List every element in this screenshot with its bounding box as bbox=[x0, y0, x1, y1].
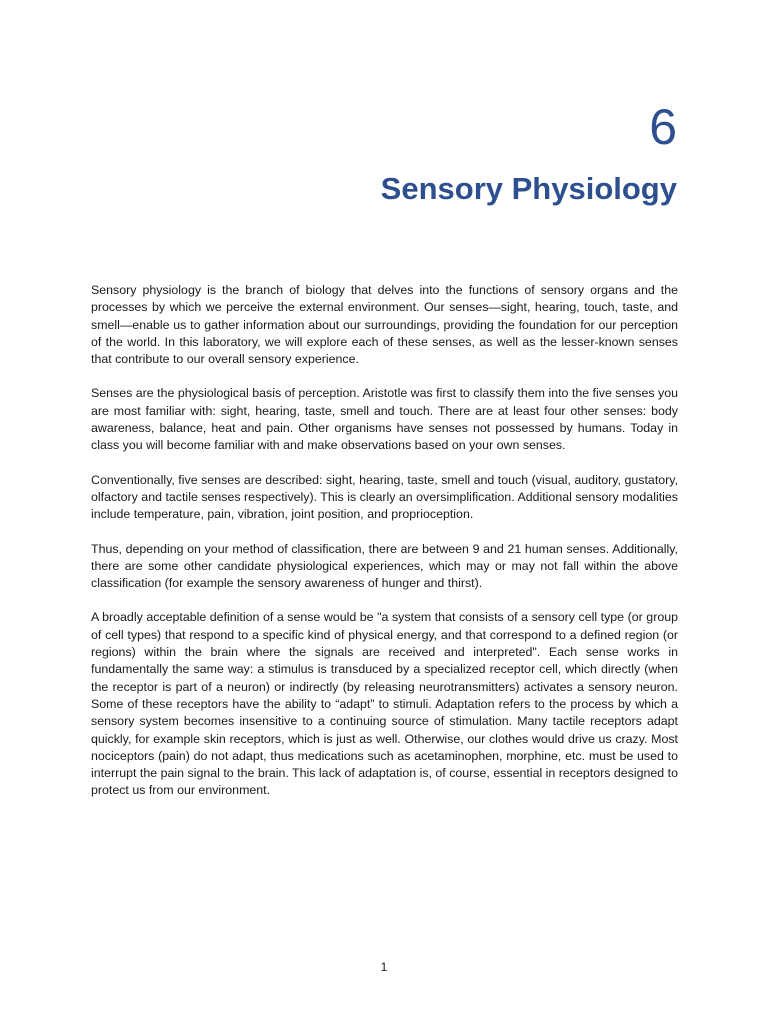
page-number: 1 bbox=[380, 960, 388, 974]
paragraph-intro: Sensory physiology is the branch of biology that delves into the functions of sensory organs and the processes by which we perceive the external environment. Our senses—sight, hearing, touch, taste, and smell—enable us to gather information about our surroundings, providing the foundation for our perception of the world. In this laboratory, we will explore each of these senses, as well as the lesser-known senses that contribute to our overall sensory experience. bbox=[91, 283, 678, 367]
paragraph-classification: Thus, depending on your method of classification, there are between 9 and 21 human senses. Additionally, there are some other candidate physiological experiences, which may or may not fall within the above classification (for example the sensory awareness of hunger and thirst). bbox=[91, 541, 678, 591]
paragraph-senses-basis: Senses are the physiological basis of perception. Aristotle was first to classify them into the five senses you are most familiar with: sight, hearing, taste, smell and touch. There are at least four other senses: body awareness, balance, heat and pain. Other organisms have senses not possessed by humans. Today in class you will become familiar with and make observations based on your own senses. bbox=[91, 386, 678, 453]
body-text bbox=[91, 282, 678, 817]
paragraph-conventional-senses: Conventionally, five senses are described: sight, hearing, taste, smell and touch (visual, auditory, gustatory, olfactory and tactile senses respectively). This is clearly an oversimplification. Additional sensory modalities include temperature, pain, vibration, joint position, and proprioception. bbox=[91, 472, 678, 522]
chapter-title: Sensory Physiology bbox=[380, 171, 677, 206]
chapter-number: 6 bbox=[649, 99, 677, 155]
paragraph-sense-definition: A broadly acceptable definition of a sense would be "a system that consists of a sensory cell type (or group of cell types) that respond to a specific kind of physical energy, and that correspond to a defined region (or regions) within the brain where the signals are received and interpreted". Each sense works in fundamentally the same way: a stimulus is transduced by a specialized receptor cell, which directly (when the receptor is part of a neuron) or indirectly (by releasing neurotransmitters) activates a sensory neuron. Some of these receptors have the ability to “adapt” to stimuli. Adaptation refers to the process by which a sensory system becomes insensitive to a continuing source of stimulation. Many tactile receptors adapt quickly, for example skin receptors, which is just as well. Otherwise, our clothes would drive us crazy. Most nociceptors (pain) do not adapt, thus medications such as acetaminophen, morphine, etc. must be used to interrupt the pain signal to the brain. This lack of adaptation is, of course, essential in receptors designed to protect us from our environment. bbox=[91, 610, 678, 798]
